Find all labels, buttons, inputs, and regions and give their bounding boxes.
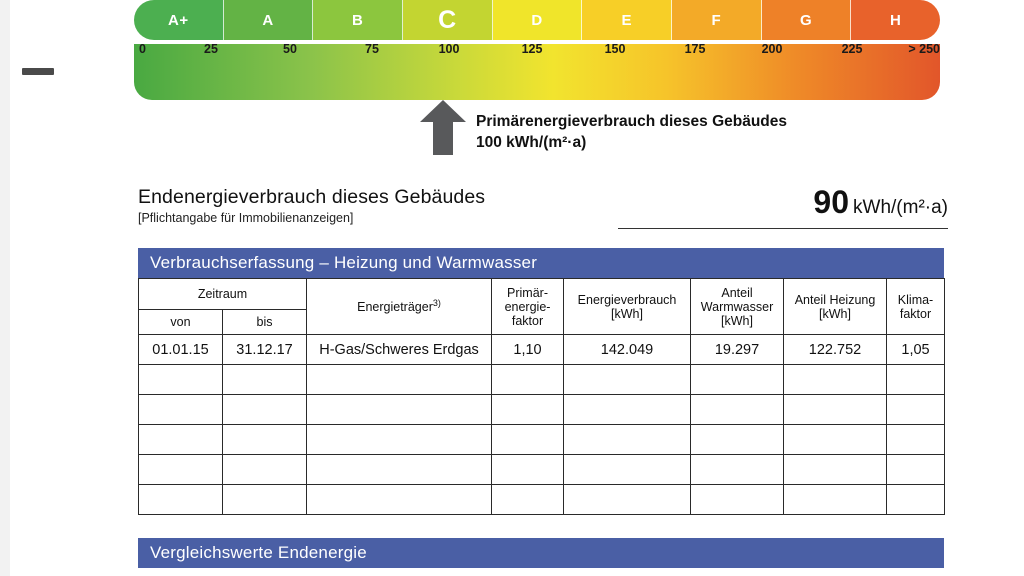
cell-primaerenergiefaktor bbox=[492, 455, 564, 485]
energy-class-cell-f bbox=[672, 0, 762, 40]
cell-von bbox=[139, 395, 223, 425]
cell-energietraeger bbox=[307, 455, 492, 485]
col-header-line: energie- bbox=[504, 299, 551, 314]
endenergie-subtitle: [Pflichtangabe für Immobilienanzeigen] bbox=[138, 211, 354, 225]
endenergie-title: Endenergieverbrauch dieses Gebäudes bbox=[138, 186, 486, 208]
col-header-line: faktor bbox=[899, 306, 932, 321]
energy-class-cell-h bbox=[851, 0, 940, 40]
primary-energy-pointer-line1: Primärenergieverbrauch dieses Gebäudes bbox=[476, 113, 788, 130]
energy-class-cell-c bbox=[403, 0, 493, 40]
table-row bbox=[139, 485, 945, 515]
energy-scale-ticks bbox=[134, 42, 940, 62]
cell-primaerenergiefaktor bbox=[492, 395, 564, 425]
energy-class-label: F bbox=[711, 11, 722, 29]
cell-klimafaktor bbox=[887, 455, 945, 485]
col-header-line: Anteil bbox=[721, 285, 753, 300]
cell-von: 01.01.15 bbox=[139, 335, 223, 365]
energy-class-cell-g bbox=[762, 0, 852, 40]
energy-class-cell-b bbox=[313, 0, 403, 40]
col-header-line: Primär- bbox=[507, 285, 548, 300]
cell-klimafaktor bbox=[887, 395, 945, 425]
consumption-table bbox=[138, 278, 945, 515]
table-row bbox=[139, 455, 945, 485]
scan-edge-artifact bbox=[0, 0, 10, 576]
tick-label-125: 125 bbox=[521, 42, 543, 56]
table-header-row-main bbox=[139, 279, 945, 310]
col-header-klimafaktor bbox=[887, 279, 945, 335]
col-header-energietraeger bbox=[307, 279, 492, 335]
table-row bbox=[139, 365, 945, 395]
cell-bis bbox=[223, 455, 307, 485]
scan-dash-artifact bbox=[22, 68, 54, 75]
table-row bbox=[139, 335, 945, 365]
tick-label-50: 50 bbox=[283, 42, 297, 56]
endenergie-value-group bbox=[813, 184, 948, 221]
tick-label-150: 150 bbox=[604, 42, 626, 56]
cell-klimafaktor bbox=[887, 425, 945, 455]
cell-bis bbox=[223, 365, 307, 395]
cell-anteil-warmwasser bbox=[691, 365, 784, 395]
col-header-line: Energieverbrauch bbox=[577, 292, 677, 307]
energy-class-label: A bbox=[262, 11, 274, 29]
energy-class-bar bbox=[134, 0, 940, 40]
tick-label-175: 175 bbox=[684, 42, 706, 56]
energy-class-label: A+ bbox=[168, 11, 189, 29]
col-header-line: [kWh] bbox=[819, 306, 851, 321]
col-header-line: [kWh] bbox=[611, 306, 643, 321]
cell-primaerenergiefaktor: 1,10 bbox=[492, 335, 564, 365]
cell-von bbox=[139, 365, 223, 395]
cell-anteil-heizung bbox=[784, 425, 887, 455]
tick-label-25: 25 bbox=[204, 42, 218, 56]
cell-energieverbrauch: 142.049 bbox=[564, 335, 691, 365]
col-header-line: faktor bbox=[511, 313, 544, 328]
primary-energy-pointer-icon bbox=[420, 100, 466, 155]
energy-class-cell-a-plus bbox=[134, 0, 224, 40]
primary-energy-pointer-line2: 100 kWh/(m²·a) bbox=[476, 133, 587, 151]
tick-label-0: 0 bbox=[139, 42, 146, 56]
energy-class-label: E bbox=[621, 11, 632, 29]
cell-anteil-warmwasser bbox=[691, 485, 784, 515]
cell-bis bbox=[223, 485, 307, 515]
cell-anteil-warmwasser: 19.297 bbox=[691, 335, 784, 365]
cell-von bbox=[139, 455, 223, 485]
endenergie-unit: kWh/(m²·a) bbox=[853, 197, 948, 218]
primary-energy-pointer-label bbox=[476, 112, 787, 154]
col-header-line: Anteil Heizung bbox=[794, 292, 876, 307]
energy-class-label: H bbox=[890, 11, 902, 29]
cell-energietraeger bbox=[307, 395, 492, 425]
col-header-von: von bbox=[139, 310, 223, 335]
cell-anteil-warmwasser bbox=[691, 395, 784, 425]
col-header-line: Klima- bbox=[897, 292, 934, 307]
energy-class-cell-a bbox=[224, 0, 314, 40]
energy-scale bbox=[134, 0, 940, 100]
col-header-energietraeger-footnote: 3) bbox=[432, 298, 441, 309]
energy-class-label: D bbox=[531, 11, 543, 29]
col-header-line: Warmwasser bbox=[700, 299, 774, 314]
endenergie-underline bbox=[618, 228, 948, 229]
energy-class-cell-e bbox=[582, 0, 672, 40]
col-header-bis: bis bbox=[223, 310, 307, 335]
cell-primaerenergiefaktor bbox=[492, 365, 564, 395]
col-header-zeitraum: Zeitraum bbox=[139, 279, 307, 310]
tick-label-100: 100 bbox=[438, 42, 460, 56]
tick-label-250: > 250 bbox=[908, 42, 940, 56]
cell-primaerenergiefaktor bbox=[492, 425, 564, 455]
cell-anteil-heizung bbox=[784, 455, 887, 485]
cell-bis: 31.12.17 bbox=[223, 335, 307, 365]
tick-label-200: 200 bbox=[761, 42, 783, 56]
cell-energietraeger bbox=[307, 485, 492, 515]
cell-anteil-warmwasser bbox=[691, 455, 784, 485]
cell-anteil-warmwasser bbox=[691, 425, 784, 455]
section-header-vergleichswerte: Vergleichswerte Endenergie bbox=[138, 538, 944, 568]
cell-anteil-heizung bbox=[784, 395, 887, 425]
col-header-anteil-heizung bbox=[784, 279, 887, 335]
energy-class-label: B bbox=[352, 11, 364, 29]
cell-energieverbrauch bbox=[564, 365, 691, 395]
cell-von bbox=[139, 485, 223, 515]
table-row bbox=[139, 425, 945, 455]
endenergie-value: 90 bbox=[813, 184, 850, 220]
cell-anteil-heizung: 122.752 bbox=[784, 335, 887, 365]
cell-bis bbox=[223, 395, 307, 425]
energy-class-label-current: C bbox=[438, 5, 457, 34]
energy-class-label: G bbox=[799, 11, 813, 29]
cell-energieverbrauch bbox=[564, 425, 691, 455]
cell-energieverbrauch bbox=[564, 485, 691, 515]
col-header-energietraeger-text: Energieträger bbox=[357, 300, 433, 315]
cell-energietraeger: H-Gas/Schweres Erdgas bbox=[307, 335, 492, 365]
cell-primaerenergiefaktor bbox=[492, 485, 564, 515]
col-header-line: [kWh] bbox=[721, 313, 753, 328]
table-row bbox=[139, 395, 945, 425]
section-header-verbrauchserfassung: Verbrauchserfassung – Heizung und Warmwasser bbox=[138, 248, 944, 278]
cell-energieverbrauch bbox=[564, 455, 691, 485]
cell-energietraeger bbox=[307, 425, 492, 455]
consumption-table-wrap bbox=[138, 278, 944, 515]
energy-class-cell-d bbox=[493, 0, 583, 40]
cell-klimafaktor bbox=[887, 485, 945, 515]
cell-anteil-heizung bbox=[784, 485, 887, 515]
cell-von bbox=[139, 425, 223, 455]
col-header-primaerenergiefaktor bbox=[492, 279, 564, 335]
cell-klimafaktor: 1,05 bbox=[887, 335, 945, 365]
cell-anteil-heizung bbox=[784, 365, 887, 395]
endenergie-block bbox=[138, 186, 948, 225]
col-header-energieverbrauch bbox=[564, 279, 691, 335]
cell-energietraeger bbox=[307, 365, 492, 395]
cell-bis bbox=[223, 425, 307, 455]
col-header-anteil-warmwasser bbox=[691, 279, 784, 335]
cell-klimafaktor bbox=[887, 365, 945, 395]
tick-label-75: 75 bbox=[365, 42, 379, 56]
energy-scale-band bbox=[134, 64, 940, 100]
tick-label-225: 225 bbox=[841, 42, 863, 56]
cell-energieverbrauch bbox=[564, 395, 691, 425]
